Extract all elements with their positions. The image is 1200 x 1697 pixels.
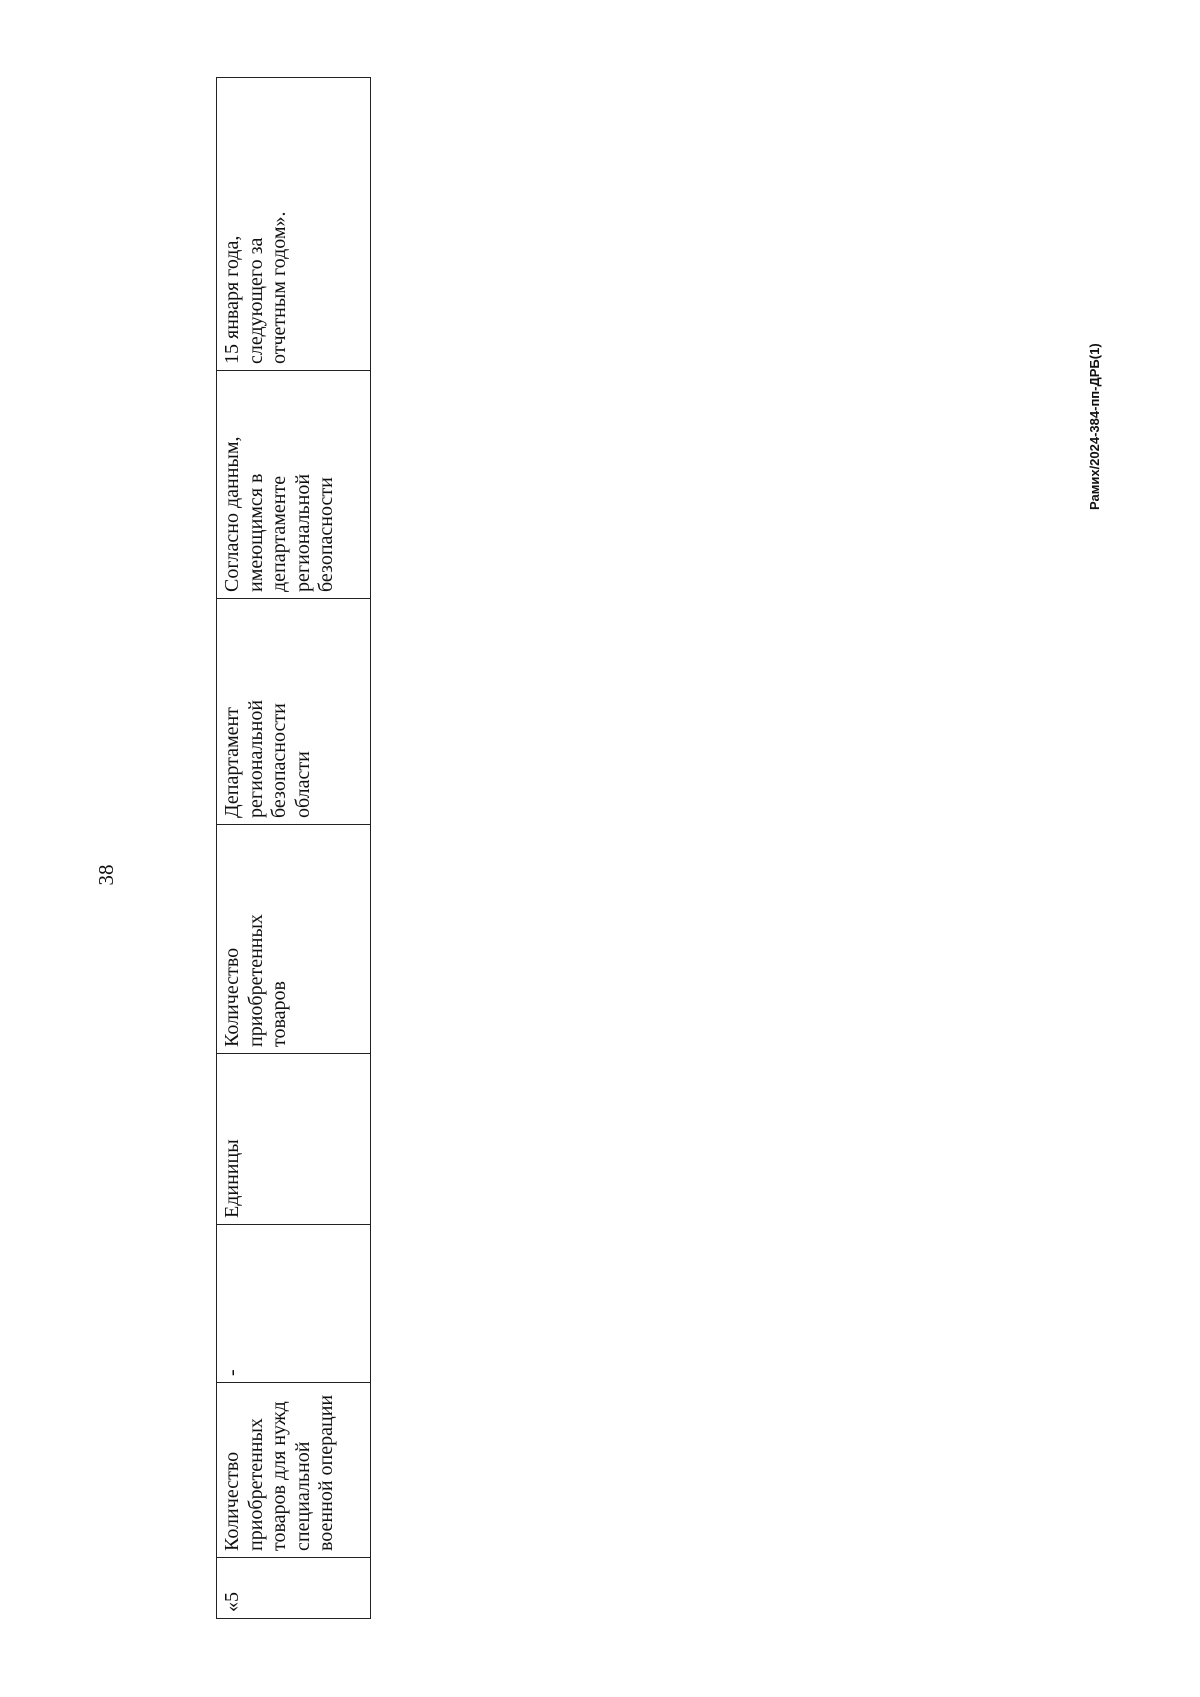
cell-responsible xyxy=(217,599,371,825)
cell-unit xyxy=(217,1054,371,1225)
deadline: 15 января года, следующего за отчетным годом». xyxy=(221,211,291,364)
cell-deadline xyxy=(217,78,371,371)
unit-of-measure: Единицы xyxy=(221,1139,243,1218)
dash-value: - xyxy=(221,1369,243,1376)
table-row xyxy=(217,78,371,1619)
document-code: Рамиx/2024-384-пп-ДРБ(1) xyxy=(1087,343,1102,510)
cell-dash xyxy=(217,1225,371,1383)
indicator-table-rotated xyxy=(216,182,371,1619)
cell-row-number xyxy=(217,1558,371,1619)
responsible-body: Департамент региональной безопасности области xyxy=(221,699,314,818)
cell-source xyxy=(217,371,371,599)
cell-indicator-name xyxy=(217,1383,371,1558)
indicator-name: Количество приобретенных товаров для нужд специальной военной операции xyxy=(221,1394,338,1551)
indicator-description: Количество приобретенных товаров xyxy=(221,914,291,1047)
indicator-table xyxy=(216,77,371,1619)
page-number: 38 xyxy=(94,864,118,886)
row-number: «5 xyxy=(221,1592,243,1612)
data-source: Согласно данным, имеющимся в департаменте региональной безопасности xyxy=(221,436,338,592)
cell-description xyxy=(217,825,371,1054)
